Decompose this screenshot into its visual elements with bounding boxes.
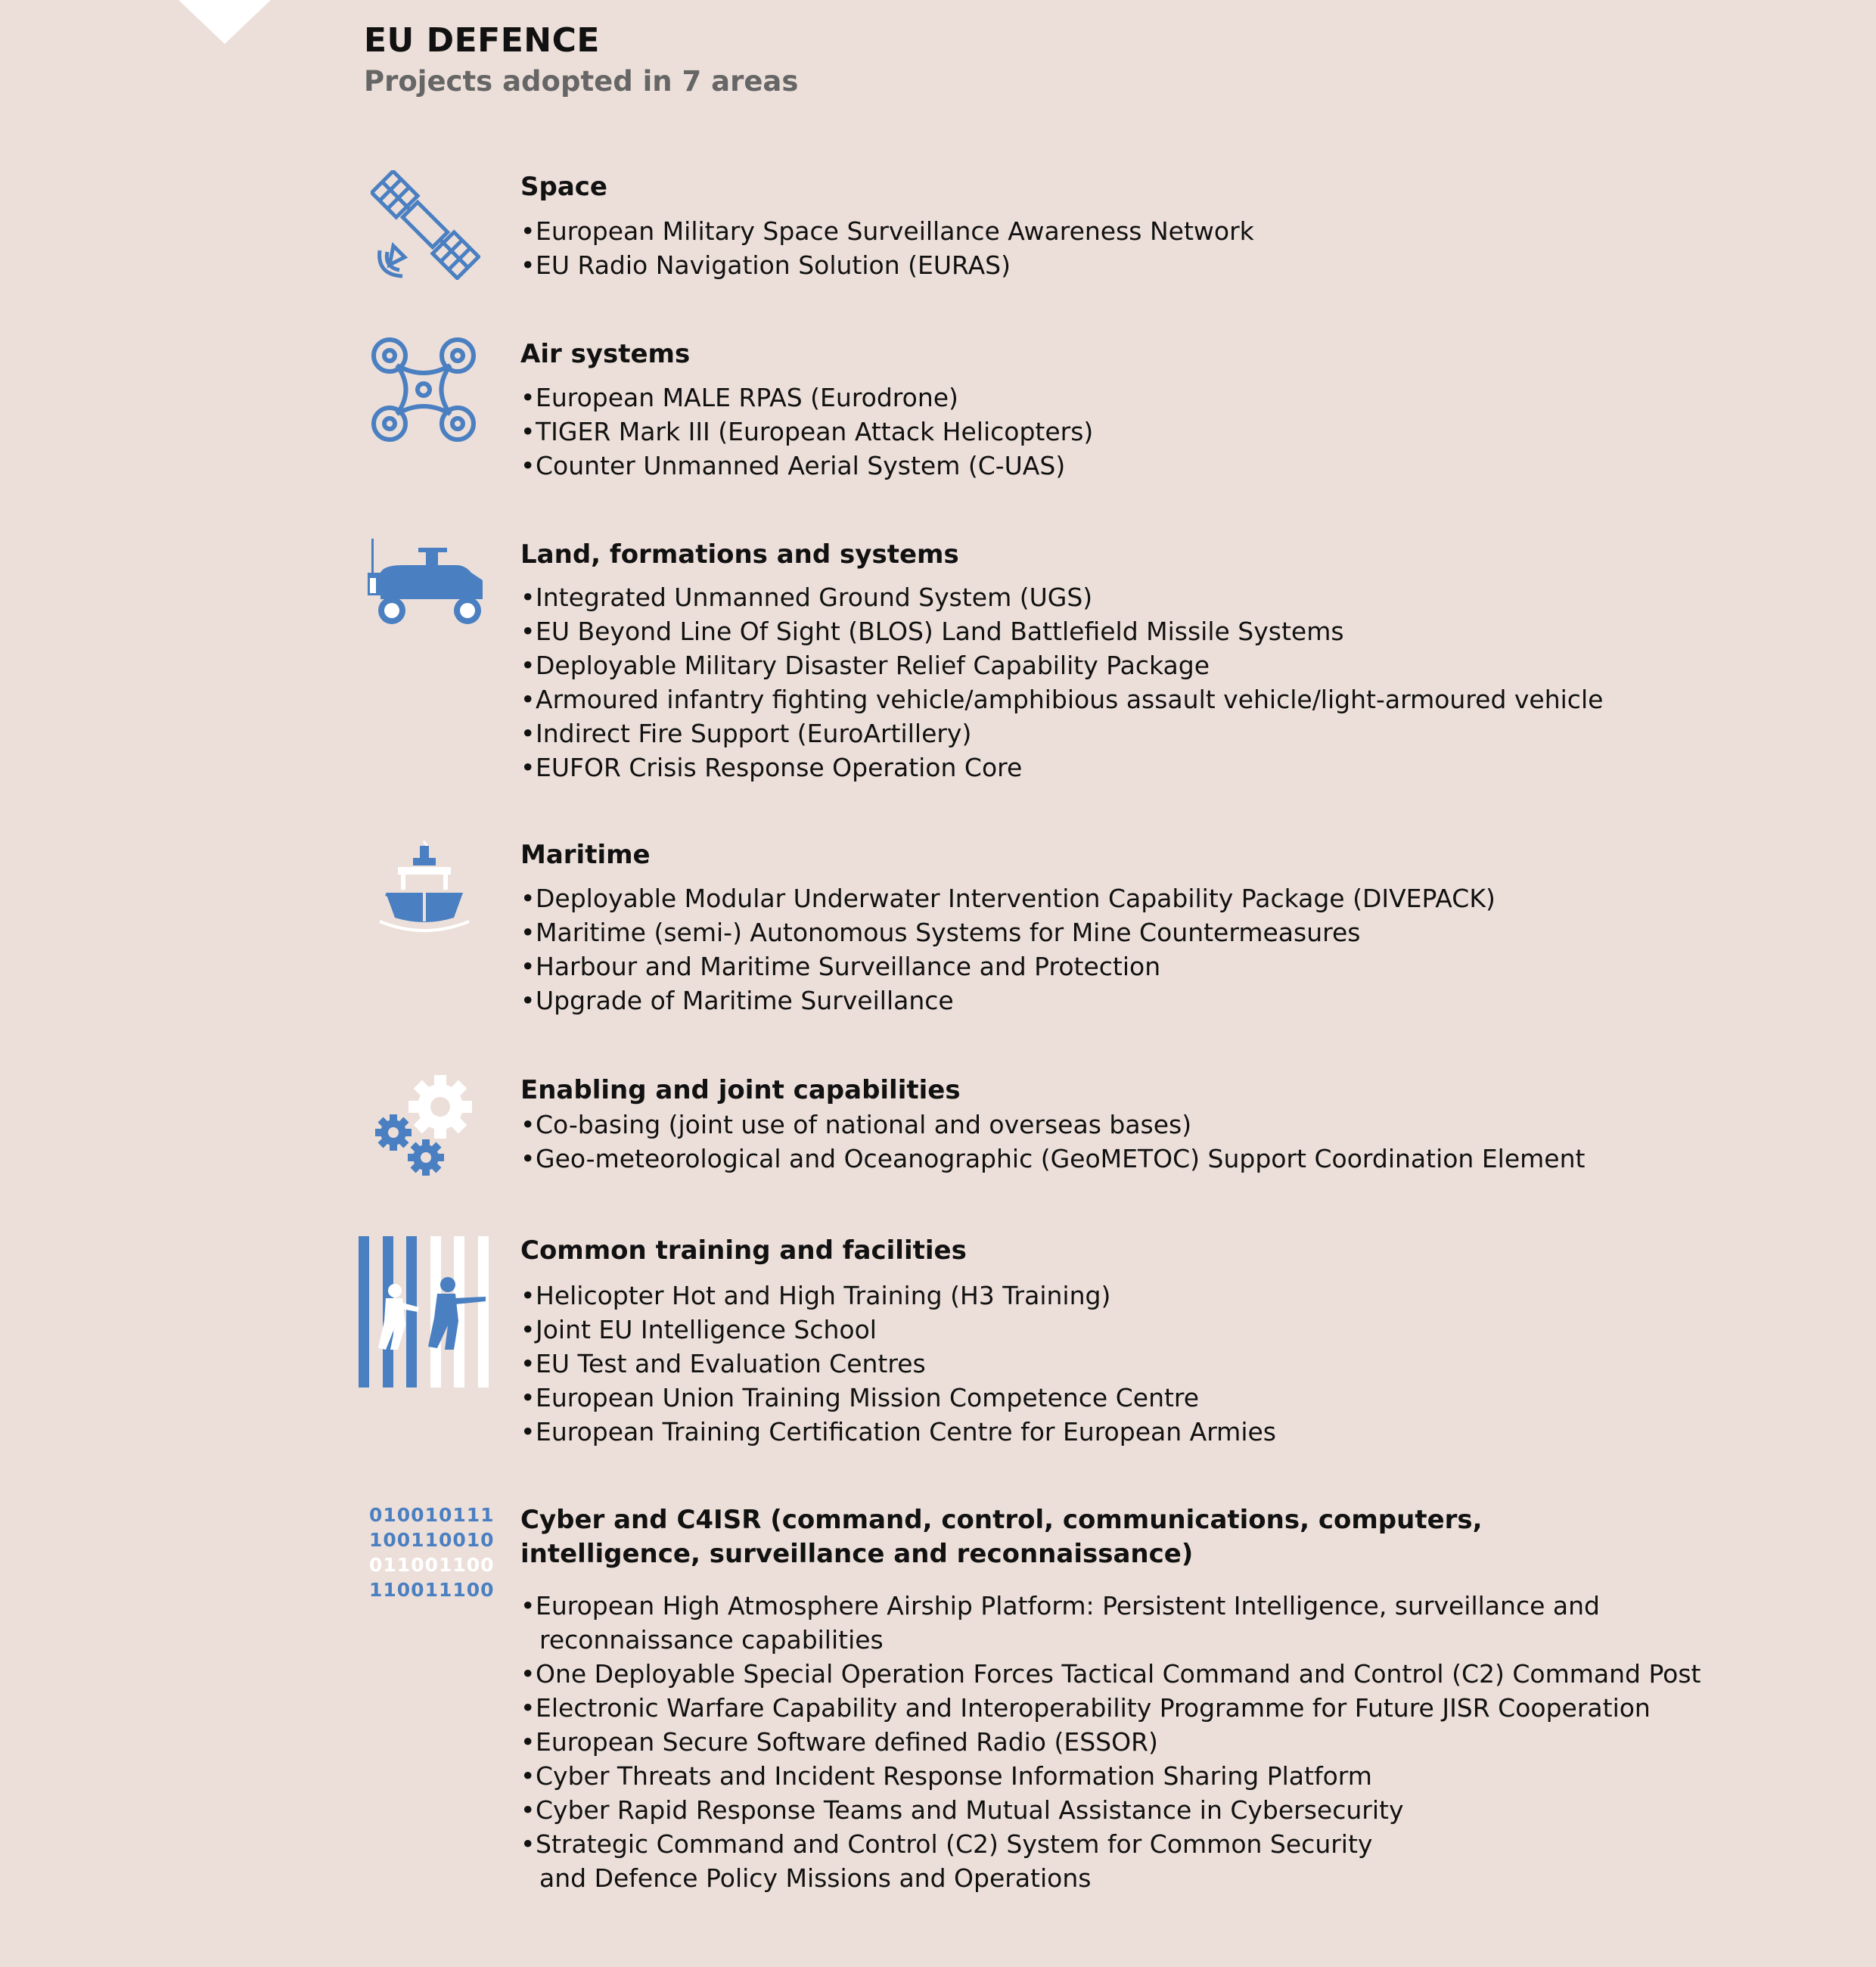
list-item: •EUFOR Crisis Response Operation Core <box>520 753 1023 782</box>
section-heading: Enabling and joint capabilities <box>520 1075 961 1105</box>
list-item: •European High Atmosphere Airship Platform: Persistent Intelligence, surveillance and reconnaissance capabilities <box>520 1591 1600 1655</box>
list-item: •Co-basing (joint use of national and overseas bases) <box>520 1110 1192 1139</box>
list-item: •Joint EU Intelligence School <box>520 1315 877 1344</box>
section-heading: Air systems <box>520 339 691 369</box>
binary-line: 010010111 <box>369 1504 495 1526</box>
project-list <box>520 881 1496 1018</box>
list-item: •Harbour and Maritime Surveillance and Protection <box>520 952 1161 981</box>
list-item: •One Deployable Special Operation Forces Tactical Command and Control (C2) Command Post <box>520 1659 1701 1689</box>
armoured-vehicle-icon <box>365 539 486 628</box>
page-subtitle: Projects adopted in 7 areas <box>364 65 799 98</box>
binary-line: 100110010 <box>369 1529 495 1551</box>
list-item: •Geo-meteorological and Oceanographic (GeoMETOC) Support Coordination Element <box>520 1144 1586 1173</box>
list-item: •Strategic Command and Control (C2) System for Common Security and Defence Policy Missions and Operations <box>520 1829 1373 1893</box>
project-list <box>520 580 1603 785</box>
project-list <box>520 1589 1701 1895</box>
satellite-icon <box>371 170 480 280</box>
section-heading: Maritime <box>520 840 651 870</box>
list-item: •Counter Unmanned Aerial System (C-UAS) <box>520 451 1066 480</box>
section-heading: Common training and facilities <box>520 1235 967 1266</box>
list-item: •EU Test and Evaluation Centres <box>520 1349 926 1378</box>
list-item: •Integrated Unmanned Ground System (UGS) <box>520 583 1093 612</box>
list-item: •European Union Training Mission Competence Centre <box>520 1383 1200 1412</box>
binary-line: 011001100 <box>369 1554 495 1576</box>
list-item: •Helicopter Hot and High Training (H3 Training) <box>520 1281 1111 1310</box>
list-item: •European MALE RPAS (Eurodrone) <box>520 383 958 412</box>
list-item: •European Training Certification Centre for European Armies <box>520 1417 1276 1447</box>
list-item: •European Military Space Surveillance Awareness Network <box>520 216 1254 246</box>
list-item: •Armoured infantry fighting vehicle/amphibious assault vehicle/light-armoured vehicle <box>520 685 1604 714</box>
list-item: •Deployable Modular Underwater Intervention Capability Package (DIVEPACK) <box>520 884 1496 913</box>
list-item: •European Secure Software defined Radio (ESSOR) <box>520 1727 1158 1757</box>
list-item: •Cyber Threats and Incident Response Information Sharing Platform <box>520 1761 1372 1791</box>
list-item: •Maritime (semi-) Autonomous Systems for Mine Countermeasures <box>520 918 1361 947</box>
training-soldiers-icon <box>359 1236 495 1387</box>
project-list <box>520 1279 1276 1449</box>
drone-icon <box>371 337 477 443</box>
project-list <box>520 1108 1585 1176</box>
section-heading: Land, formations and systems <box>520 539 959 570</box>
section-heading: Space <box>520 172 607 202</box>
ship-icon <box>378 840 473 934</box>
heading-line: intelligence, surveillance and reconnaissance) <box>520 1539 1194 1569</box>
list-item: •Indirect Fire Support (EuroArtillery) <box>520 719 972 748</box>
list-item: •Electronic Warfare Capability and Interoperability Programme for Future JISR Cooperation <box>520 1693 1651 1723</box>
heading-line: Cyber and C4ISR (command, control, communications, computers, <box>520 1505 1483 1535</box>
binary-code-icon <box>369 1502 495 1602</box>
list-item: •Cyber Rapid Response Teams and Mutual Assistance in Cybersecurity <box>520 1795 1404 1825</box>
section-heading <box>520 1503 1504 1571</box>
gears-icon <box>371 1071 477 1180</box>
page-title: EU DEFENCE <box>364 21 600 60</box>
list-item: •Deployable Military Disaster Relief Capability Package <box>520 651 1210 680</box>
list-item: •TIGER Mark III (European Attack Helicopters) <box>520 417 1094 446</box>
project-list <box>520 381 1093 483</box>
project-list <box>520 214 1254 282</box>
corner-notch-decoration <box>179 0 271 44</box>
list-item: •EU Radio Navigation Solution (EURAS) <box>520 250 1011 280</box>
list-item: •EU Beyond Line Of Sight (BLOS) Land Battlefield Missile Systems <box>520 617 1344 646</box>
list-item: •Upgrade of Maritime Surveillance <box>520 986 954 1015</box>
binary-line: 110011100 <box>369 1579 495 1601</box>
